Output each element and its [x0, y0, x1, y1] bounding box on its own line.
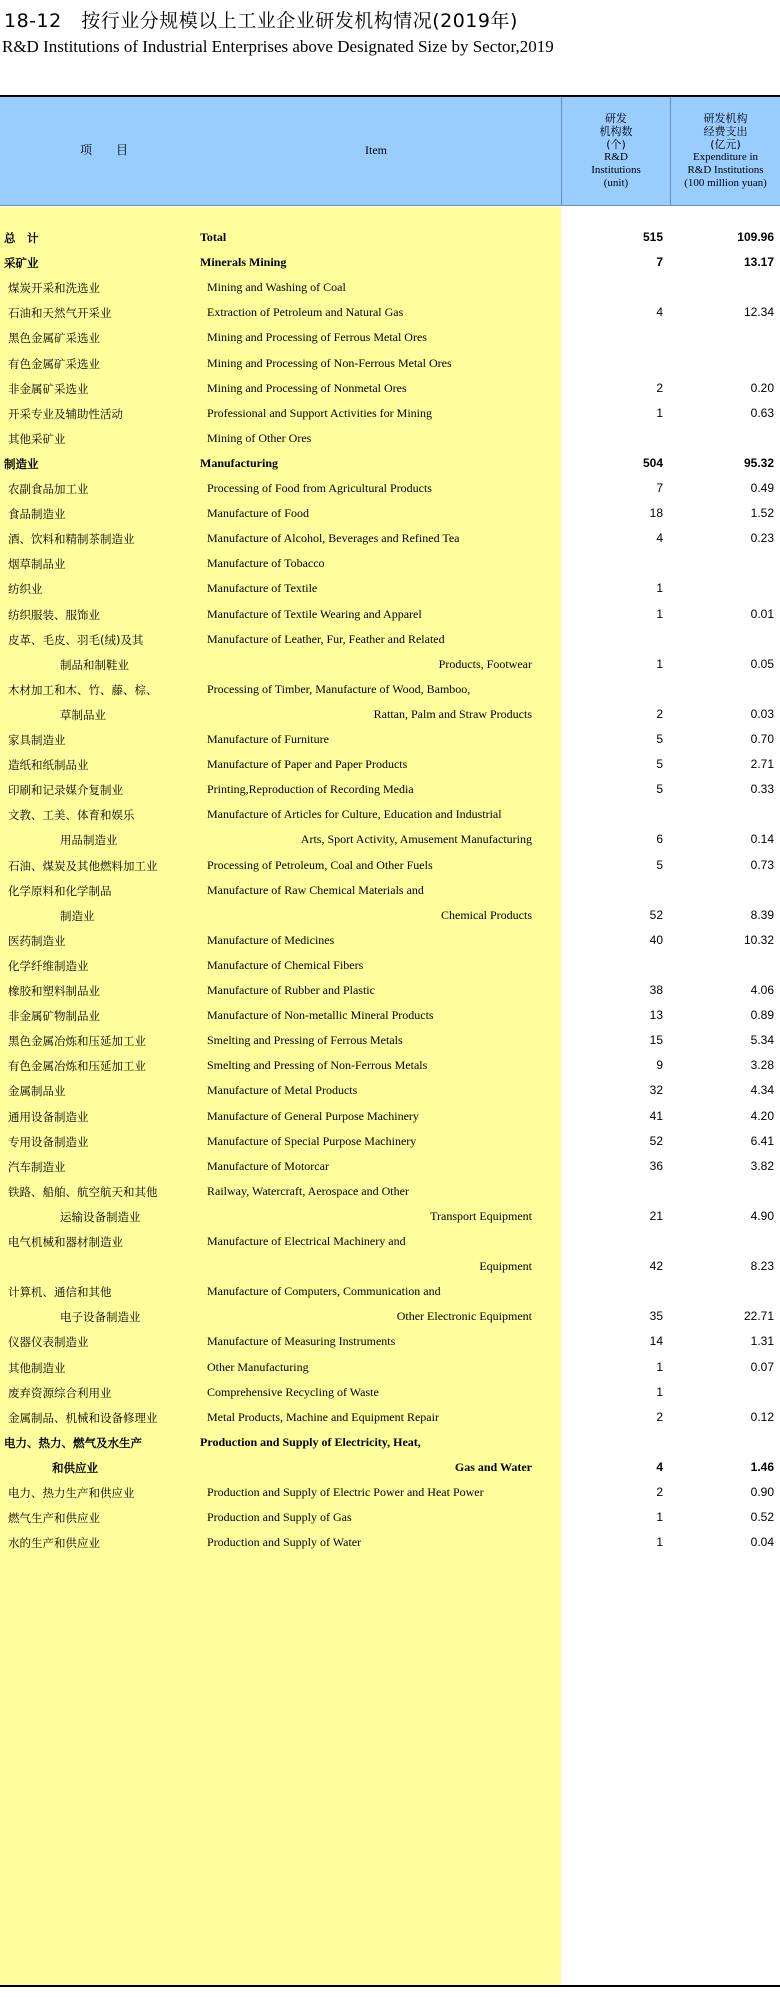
row-item-en: Manufacture of Rubber and Plastic [207, 983, 375, 997]
row-expenditure-value: 0.07 [750, 1359, 774, 1374]
row-item-en: Processing of Food from Agricultural Products [207, 481, 432, 495]
row-item-cn: 造纸和纸制品业 [8, 758, 89, 773]
row-expenditure-value: 8.39 [750, 907, 774, 922]
row-institutions-value: 18 [649, 506, 663, 521]
row-item-cn: 皮革、毛皮、羽毛(绒)及其 [8, 632, 144, 647]
row-item-cn: 运输设备制造业 [60, 1209, 141, 1224]
header-expenditure-line: 研发机构 [703, 112, 748, 125]
row-expenditure-value: 0.14 [750, 832, 774, 847]
row-item-cn: 酒、饮料和精制茶制造业 [8, 532, 135, 547]
row-item-en: Other Manufacturing [207, 1359, 309, 1374]
row-institutions-value: 515 [642, 230, 663, 244]
row-institutions-value: 32 [649, 1083, 663, 1098]
header-institutions-column [562, 97, 671, 205]
row-item-cn: 电气机械和器材制造业 [8, 1235, 123, 1249]
row-expenditure-value: 1.31 [750, 1334, 774, 1349]
row-item-en: Manufacture of Chemical Fibers [207, 957, 364, 972]
row-expenditure-value: 95.32 [743, 455, 774, 470]
row-item-cn: 制造业 [4, 456, 39, 471]
row-item-en: Manufacture of Textile Wearing and Apparel [207, 606, 422, 621]
row-expenditure-value: 0.12 [750, 1409, 774, 1424]
row-item-cn: 医药制造业 [8, 933, 66, 948]
row-item-en: Manufacture of Special Purpose Machinery [207, 1133, 417, 1148]
row-item-cn: 纺织业 [8, 582, 43, 597]
row-institutions-value: 36 [649, 1158, 663, 1173]
row-item-en: Processing of Timber, Manufacture of Wood, Bamboo, [207, 681, 471, 696]
row-expenditure-value: 2.71 [750, 757, 774, 772]
row-expenditure-value: 10.32 [743, 932, 774, 947]
row-item-en: Manufacture of Articles for Culture, Education and Industrial [207, 807, 502, 822]
row-item-en: Mining and Washing of Coal [207, 280, 346, 295]
row-item-en: Manufacture of Food [207, 506, 309, 521]
row-item-en: Total [200, 230, 227, 244]
row-expenditure-value: 3.28 [750, 1058, 774, 1073]
row-item-en: Manufacture of Leather, Fur, Feather and Related [207, 631, 445, 646]
row-item-en: Manufacture of Medicines [207, 932, 335, 947]
row-item-cn: 家具制造业 [8, 733, 66, 747]
row-item-en: Production and Supply of Water [207, 1535, 362, 1550]
row-item-cn: 其他采矿业 [8, 431, 66, 446]
row-institutions-value: 9 [656, 1058, 663, 1073]
row-item-cn: 开采专业及辅助性活动 [8, 406, 123, 421]
row-expenditure-value: 0.73 [750, 857, 774, 872]
header-item-column [0, 97, 562, 205]
row-expenditure-value: 0.49 [750, 481, 774, 495]
row-item-cn: 废弃资源综合利用业 [8, 1385, 112, 1400]
row-item-en: Manufacture of Furniture [207, 732, 329, 746]
row-item-en: Comprehensive Recycling of Waste [207, 1384, 379, 1399]
row-item-en: Extraction of Petroleum and Natural Gas [207, 305, 404, 320]
row-institutions-value: 2 [656, 1409, 663, 1424]
table-bottom-rule [0, 1985, 780, 1987]
row-item-cn: 金属制品业 [8, 1084, 66, 1099]
row-item-cn: 文教、工美、体育和娱乐 [8, 808, 135, 823]
row-item-en: Manufacture of Non-metallic Mineral Products [207, 1008, 434, 1023]
row-item-en: Production and Supply of Electricity, Heat, [200, 1434, 421, 1449]
row-institutions-value: 42 [649, 1259, 663, 1274]
row-item-cn: 其他制造业 [8, 1360, 66, 1375]
row-item-cn: 化学纤维制造业 [8, 958, 89, 973]
row-item-en: Railway, Watercraft, Aerospace and Other [207, 1183, 409, 1198]
row-institutions-value: 1 [656, 1384, 663, 1399]
header-institutions-line: Institutions [591, 164, 641, 176]
row-item-cn: 燃气生产和供应业 [8, 1511, 100, 1526]
header-item-en: Item [365, 143, 387, 157]
row-institutions-value: 14 [649, 1334, 663, 1349]
header-institutions-line: (个) [606, 138, 626, 151]
header-institutions-line: (unit) [603, 177, 629, 189]
header-expenditure-line: (亿元) [710, 138, 741, 151]
row-item-cn: 用品制造业 [60, 833, 118, 848]
row-item-cn: 橡胶和塑料制品业 [8, 984, 100, 998]
row-expenditure-value: 4.90 [750, 1208, 774, 1223]
row-institutions-value: 5 [656, 857, 663, 872]
row-institutions-value: 1 [656, 1359, 663, 1374]
row-item-cn: 电力、热力、燃气及水生产 [4, 1435, 142, 1450]
row-item-cn: 金属制品、机械和设备修理业 [8, 1410, 158, 1425]
header-expenditure-line: Expenditure in [692, 151, 759, 163]
row-institutions-value: 4 [656, 305, 663, 320]
row-item-en: Smelting and Pressing of Non-Ferrous Metals [207, 1058, 428, 1073]
row-item-cn: 黑色金属矿采选业 [8, 331, 100, 346]
row-expenditure-value: 0.70 [750, 732, 774, 746]
row-item-en: Mining and Processing of Ferrous Metal Ores [207, 330, 427, 345]
row-expenditure-value: 0.04 [750, 1535, 774, 1550]
row-item-en: Smelting and Pressing of Ferrous Metals [207, 1033, 403, 1048]
row-institutions-value: 35 [649, 1309, 663, 1324]
row-item-cn: 有色金属冶炼和压延加工业 [8, 1059, 146, 1074]
row-expenditure-value: 1.52 [750, 506, 774, 521]
row-institutions-value: 40 [649, 932, 663, 947]
row-institutions-value: 1 [656, 606, 663, 621]
row-expenditure-value: 6.41 [750, 1133, 774, 1148]
header-expenditure-line: 经费支出 [703, 125, 748, 138]
row-institutions-value: 4 [656, 531, 663, 546]
row-expenditure-value: 13.17 [743, 255, 774, 270]
row-expenditure-value: 5.34 [750, 1033, 774, 1048]
row-institutions-value: 21 [649, 1208, 663, 1223]
row-expenditure-value: 0.63 [750, 405, 774, 420]
row-item-cn: 仪器仪表制造业 [8, 1335, 89, 1350]
row-institutions-value: 7 [656, 255, 663, 270]
row-expenditure-value: 0.52 [750, 1510, 774, 1525]
row-item-cn: 石油、煤炭及其他燃料加工业 [8, 858, 158, 873]
row-item-cn: 铁路、船舶、航空航天和其他 [8, 1184, 158, 1199]
row-expenditure-value: 0.23 [750, 531, 774, 546]
row-item-en: Mining and Processing of Non-Ferrous Metal Ores [207, 355, 452, 370]
row-item-en: Metal Products, Machine and Equipment Repair [207, 1409, 439, 1424]
row-institutions-value: 13 [649, 1008, 663, 1023]
header-institutions-line: R&D [604, 151, 628, 163]
row-institutions-value: 5 [656, 732, 663, 746]
header-institutions-line: 机构数 [599, 125, 633, 138]
row-item-cn: 石油和天然气开采业 [8, 306, 112, 321]
row-item-en: Professional and Support Activities for Mining [207, 405, 432, 420]
row-item-en: Manufacture of Tobacco [207, 556, 325, 571]
row-item-en: Gas and Water [454, 1459, 532, 1474]
row-item-cn: 木材加工和木、竹、藤、棕、 [8, 682, 158, 697]
header-expenditure-column [671, 97, 780, 205]
row-item-en: Production and Supply of Electric Power and Heat Power [207, 1485, 484, 1499]
header-expenditure-line: (100 million yuan) [684, 177, 767, 189]
row-item-en: Manufacture of Raw Chemical Materials and [207, 882, 424, 897]
row-item-cn: 纺织服装、服饰业 [8, 607, 100, 622]
row-institutions-value: 6 [656, 832, 663, 847]
row-institutions-value: 5 [656, 757, 663, 772]
row-item-en: Processing of Petroleum, Coal and Other Fuels [207, 857, 433, 872]
row-institutions-value: 2 [656, 706, 663, 721]
row-item-en: Manufacture of General Purpose Machinery [207, 1108, 419, 1123]
row-item-cn: 专用设备制造业 [8, 1134, 89, 1149]
row-item-en: Arts, Sport Activity, Amusement Manufacturing [300, 832, 532, 847]
row-expenditure-value: 0.89 [750, 1008, 774, 1023]
row-item-cn: 制品和制鞋业 [60, 657, 129, 672]
row-item-en: Manufacture of Motorcar [207, 1158, 329, 1173]
row-institutions-value: 41 [649, 1108, 663, 1123]
row-item-en: Manufacture of Computers, Communication and [207, 1284, 441, 1299]
page-title: 18-12 按行业分规模以上工业企业研发机构情况(2019年) [4, 10, 518, 32]
row-item-en: Minerals Mining [200, 255, 287, 270]
row-expenditure-value: 0.01 [750, 606, 774, 621]
row-item-en: Manufacture of Measuring Instruments [207, 1334, 396, 1349]
row-expenditure-value: 8.23 [750, 1259, 774, 1274]
row-item-cn: 水的生产和供应业 [8, 1536, 100, 1551]
row-expenditure-value: 22.71 [743, 1309, 774, 1324]
row-item-cn: 黑色金属冶炼和压延加工业 [8, 1034, 146, 1049]
row-institutions-value: 2 [656, 1485, 663, 1499]
row-item-cn: 化学原料和化学制品 [8, 883, 112, 898]
row-expenditure-value: 1.46 [750, 1459, 774, 1474]
row-item-en: Mining of Other Ores [207, 430, 312, 445]
row-institutions-value: 1 [656, 405, 663, 420]
row-item-cn: 非金属矿物制品业 [8, 1009, 100, 1024]
row-item-en: Other Electronic Equipment [396, 1309, 532, 1324]
row-item-cn: 有色金属矿采选业 [8, 356, 100, 371]
row-item-en: Chemical Products [441, 907, 532, 922]
header-institutions-line: 研发 [604, 112, 627, 125]
row-item-cn: 煤炭开采和洗选业 [8, 281, 100, 296]
row-item-en: Manufacture of Paper and Paper Products [207, 757, 408, 772]
row-institutions-value: 1 [656, 656, 663, 671]
row-item-cn: 农副食品加工业 [8, 482, 89, 496]
row-item-en: Transport Equipment [430, 1208, 532, 1223]
row-expenditure-value: 4.34 [750, 1083, 774, 1098]
row-item-cn: 总 计 [4, 231, 39, 245]
row-item-cn: 制造业 [60, 908, 95, 923]
row-expenditure-value: 0.90 [750, 1485, 774, 1499]
row-institutions-value: 1 [656, 1535, 663, 1550]
row-item-cn: 印刷和记录媒介复制业 [8, 783, 123, 798]
row-item-cn: 采矿业 [4, 256, 39, 271]
row-item-en: Rattan, Palm and Straw Products [373, 706, 532, 721]
row-item-en: Mining and Processing of Nonmetal Ores [207, 380, 407, 395]
row-item-en: Manufacturing [200, 455, 278, 470]
header-item-cn: 项 目 [80, 143, 135, 157]
header-expenditure-line: R&D Institutions [687, 164, 764, 176]
row-item-en: Production and Supply of Gas [207, 1510, 352, 1525]
row-expenditure-value: 4.06 [750, 983, 774, 997]
row-institutions-value: 52 [649, 907, 663, 922]
table-header [0, 97, 780, 206]
row-item-en: Manufacture of Alcohol, Beverages and Refined Tea [207, 531, 460, 546]
row-item-cn: 和供应业 [52, 1460, 98, 1475]
row-expenditure-value: 4.20 [750, 1108, 774, 1123]
row-institutions-value: 15 [649, 1033, 663, 1048]
row-institutions-value: 5 [656, 782, 663, 797]
row-item-cn: 汽车制造业 [8, 1159, 66, 1174]
row-expenditure-value: 12.34 [743, 305, 774, 320]
row-item-en: Manufacture of Electrical Machinery and [207, 1234, 406, 1248]
row-item-en: Equipment [479, 1259, 532, 1274]
row-item-cn: 电力、热力生产和供应业 [8, 1486, 135, 1500]
row-expenditure-value: 0.05 [750, 656, 774, 671]
row-expenditure-value: 3.82 [750, 1158, 774, 1173]
table-row [0, 1526, 780, 1558]
row-item-en: Products, Footwear [438, 656, 532, 671]
row-institutions-value: 52 [649, 1133, 663, 1148]
row-item-cn: 食品制造业 [8, 507, 66, 522]
row-item-cn: 草制品业 [60, 707, 106, 722]
row-expenditure-value: 0.03 [750, 706, 774, 721]
row-expenditure-value: 0.33 [750, 782, 774, 797]
row-item-en: Manufacture of Textile [207, 581, 318, 596]
row-item-cn: 电子设备制造业 [60, 1310, 141, 1325]
row-institutions-value: 1 [656, 581, 663, 596]
row-institutions-value: 7 [656, 481, 663, 495]
row-institutions-value: 1 [656, 1510, 663, 1525]
row-item-cn: 烟草制品业 [8, 557, 66, 572]
row-item-cn: 非金属矿采选业 [8, 381, 89, 396]
row-item-cn: 通用设备制造业 [8, 1109, 89, 1124]
row-institutions-value: 504 [642, 455, 663, 470]
row-institutions-value: 4 [656, 1459, 663, 1474]
page-subtitle: R&D Institutions of Industrial Enterprises above Designated Size by Sector,2019 [2, 37, 554, 56]
row-institutions-value: 38 [649, 983, 663, 997]
row-expenditure-value: 0.20 [750, 380, 774, 395]
row-expenditure-value: 109.96 [737, 230, 774, 244]
row-item-en: Manufacture of Metal Products [207, 1083, 358, 1098]
row-institutions-value: 2 [656, 380, 663, 395]
row-item-en: Printing,Reproduction of Recording Media [207, 782, 414, 797]
row-item-cn: 计算机、通信和其他 [8, 1285, 112, 1300]
